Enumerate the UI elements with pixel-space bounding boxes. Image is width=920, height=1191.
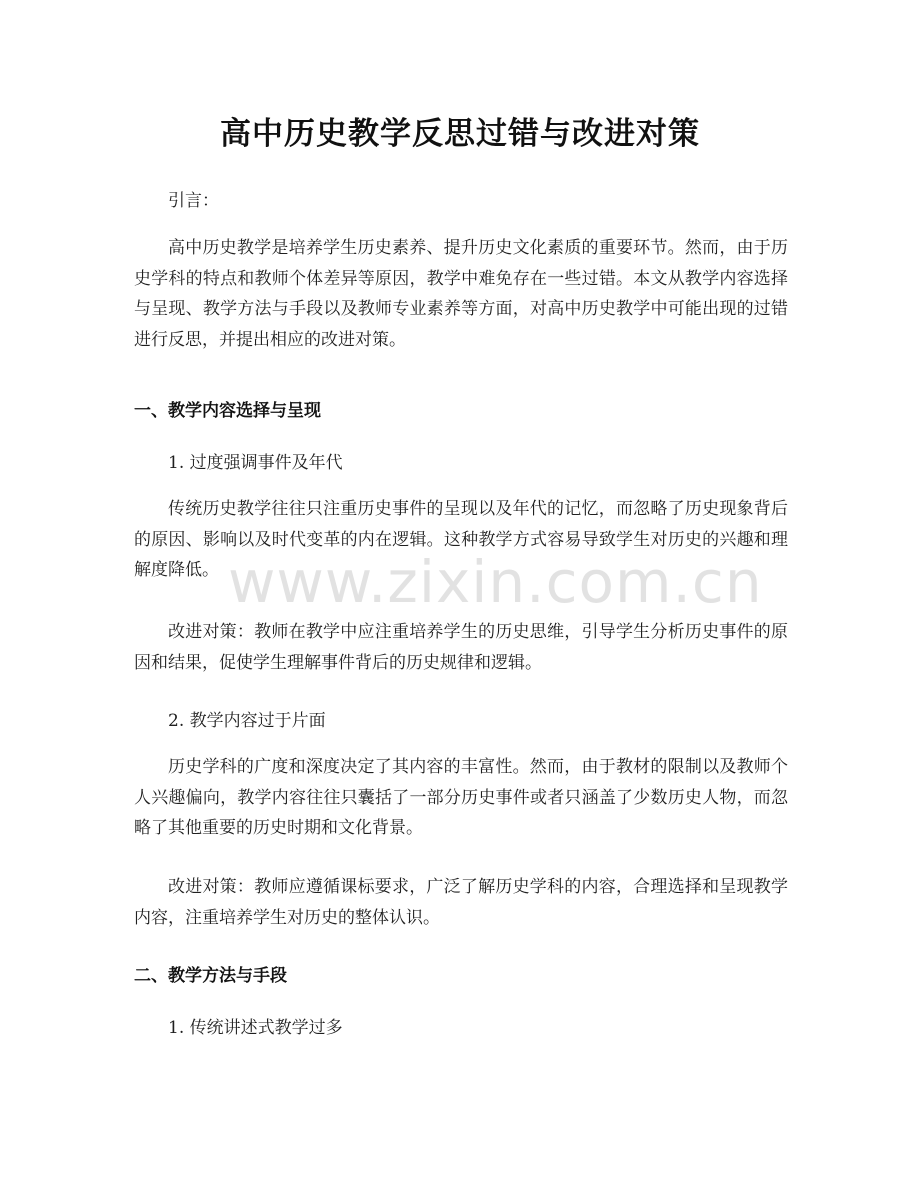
intro-paragraph: 高中历史教学是培养学生历史素养、提升历史文化素质的重要环节。然而，由于历史学科的特点和教师个体差异等原因，教学中难免存在一些过错。本文从教学内容选择与呈现、教学方法与手段以及教师专业素养等方面，对高中历史教学中可能出现的过错进行反思，并提出相应的改进对策。 — [134, 238, 788, 350]
watermark: www.zixin.com.cn — [228, 548, 763, 616]
document-title: 高中历史教学反思过错与改进对策 — [220, 116, 700, 152]
section-1-item-1-title: 1. 过度强调事件及年代 — [168, 453, 343, 473]
section-1-item-2-solution: 改进对策：教师应遵循课标要求，广泛了解历史学科的内容，合理选择和呈现教学内容，注重培养学生对历史的整体认识。 — [134, 877, 788, 928]
section-1-item-1-solution: 改进对策：教师在教学中应注重培养学生的历史思维，引导学生分析历史事件的原因和结果，促使学生理解事件背后的历史规律和逻辑。 — [134, 622, 788, 673]
section-2-item-1-title: 1. 传统讲述式教学过多 — [168, 1018, 343, 1038]
section-1-item-2-problem: 历史学科的广度和深度决定了其内容的丰富性。然而，由于教材的限制以及教师个人兴趣偏向，教学内容往往只囊括了一部分历史事件或者只涵盖了少数历史人物，而忽略了其他重要的历史时期和文化背景。 — [134, 757, 788, 838]
section-1-item-1-problem: 传统历史教学往往只注重历史事件的呈现以及年代的记忆，而忽略了历史现象背后的原因、影响以及时代变革的内在逻辑。这种教学方式容易导致学生对历史的兴趣和理解度降低。 — [134, 499, 788, 580]
section-2-heading: 二、教学方法与手段 — [134, 966, 287, 986]
section-1-heading: 一、教学内容选择与呈现 — [134, 401, 321, 421]
section-1-item-2-title: 2. 教学内容过于片面 — [168, 711, 326, 731]
intro-label: 引言： — [168, 191, 219, 211]
